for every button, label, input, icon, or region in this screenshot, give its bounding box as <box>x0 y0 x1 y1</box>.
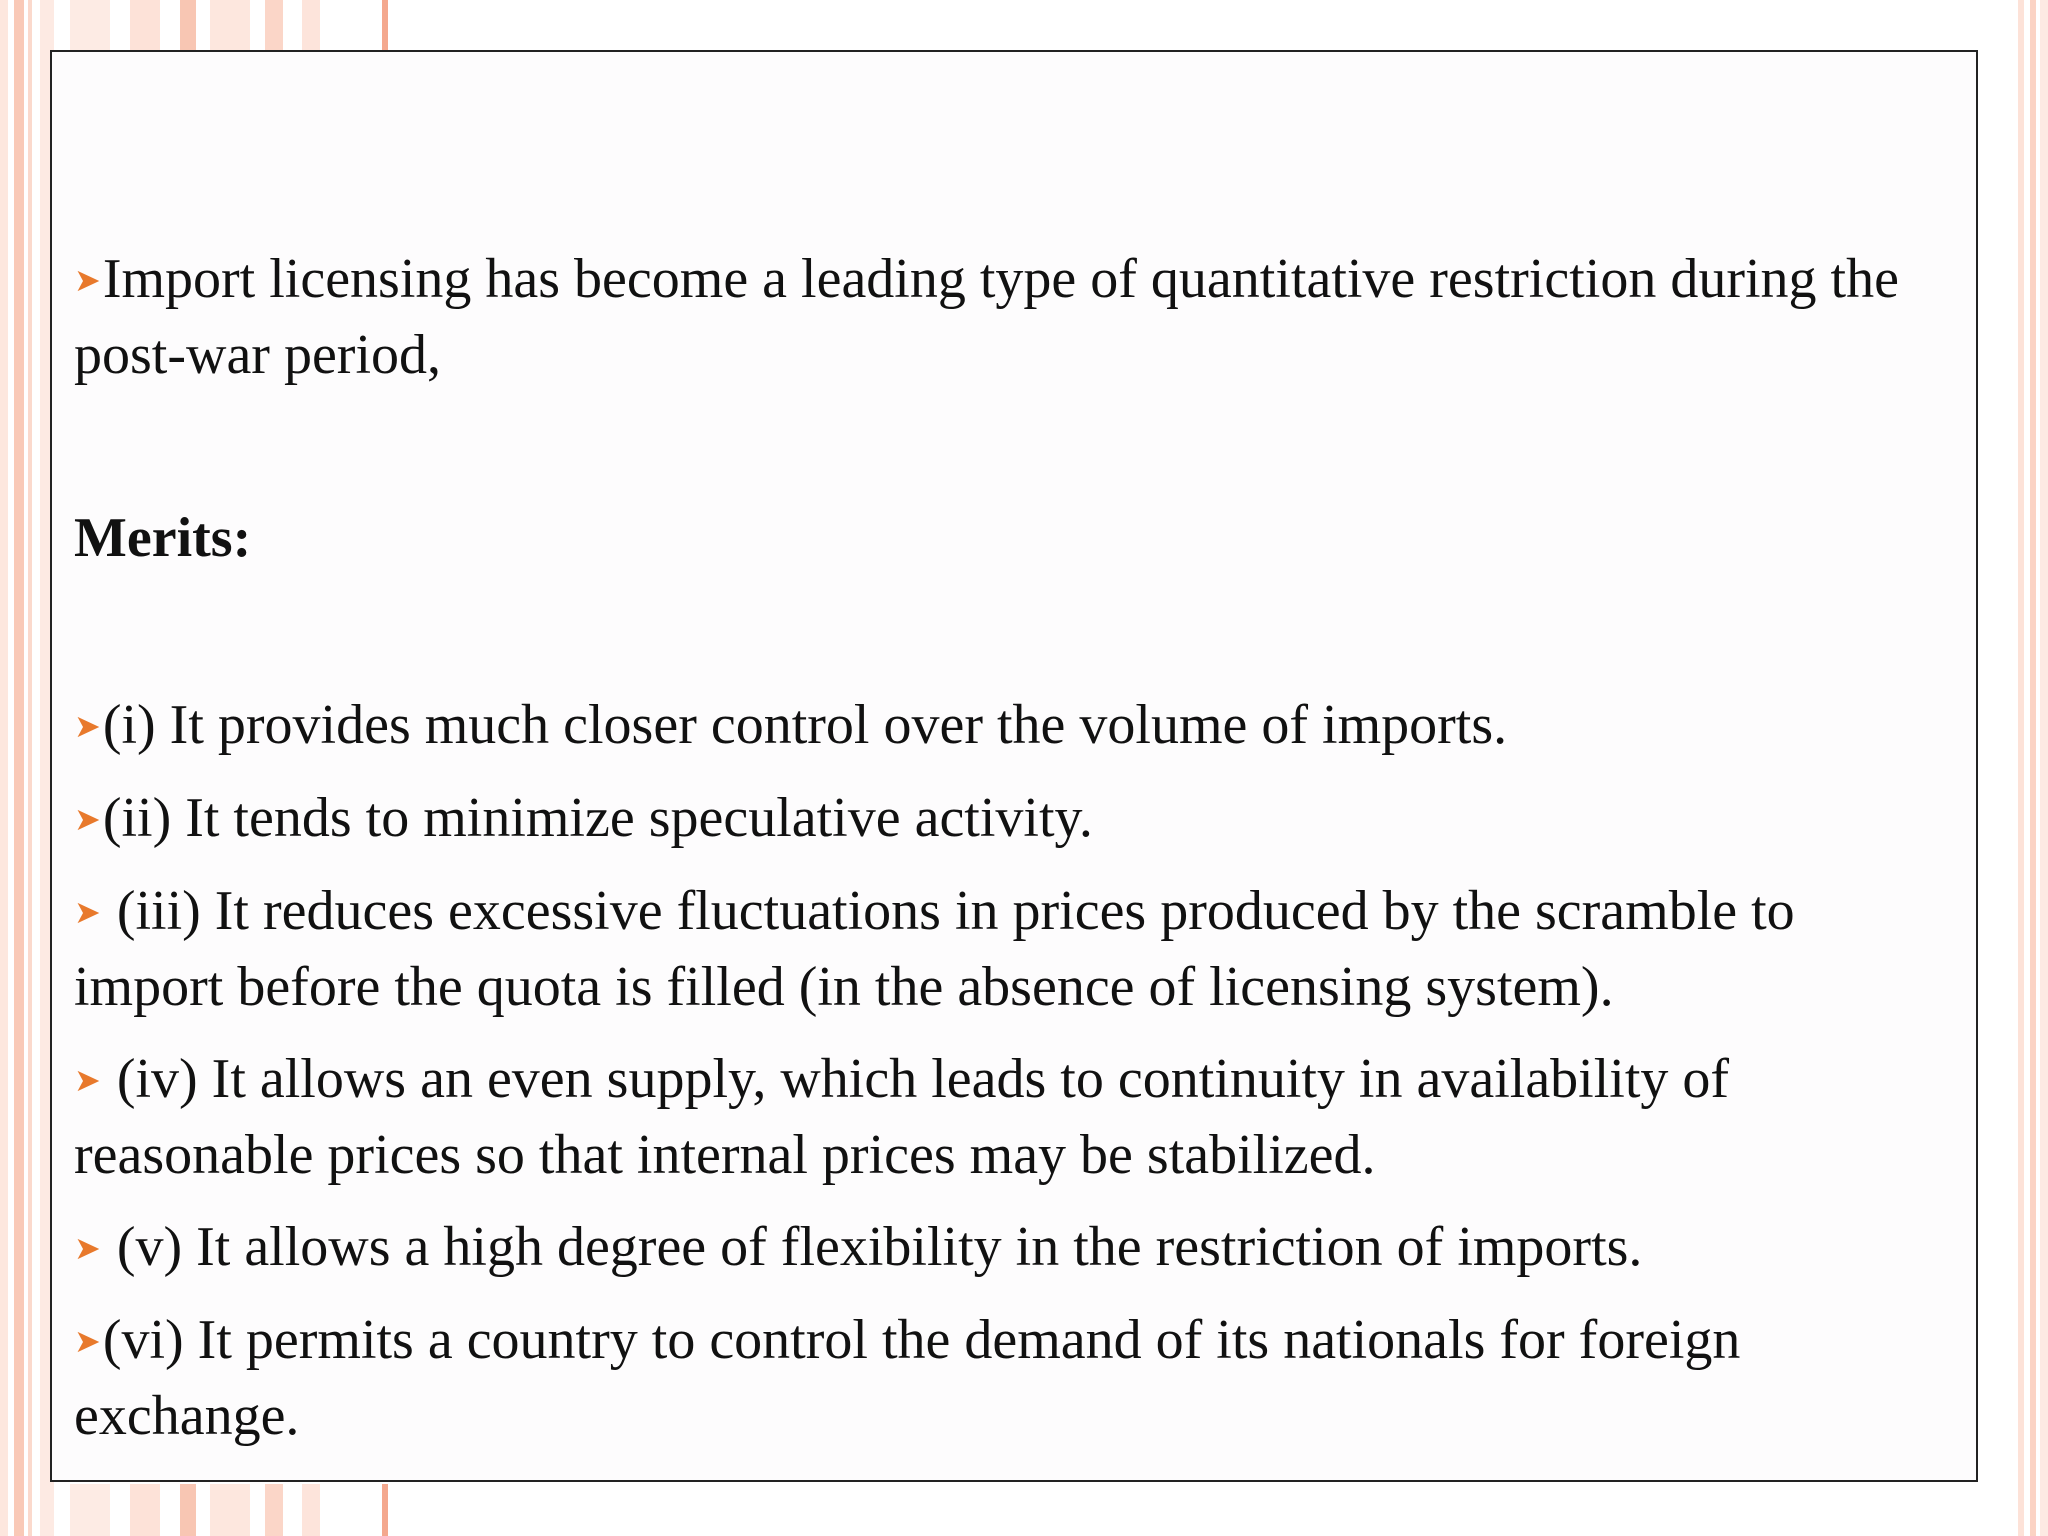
merit-item-5 <box>74 1210 1936 1286</box>
arrowhead-bullet-icon: ➤ <box>74 1062 101 1098</box>
arrowhead-bullet-icon: ➤ <box>74 1230 101 1266</box>
arrowhead-bullet-icon: ➤ <box>74 801 101 837</box>
decorative-right-stripes <box>2018 0 2048 1536</box>
merits-heading: Merits: <box>74 507 252 569</box>
slide-content-box <box>50 50 1978 1482</box>
arrowhead-bullet-icon: ➤ <box>74 1323 101 1359</box>
merit-item-2 <box>74 781 1936 857</box>
arrowhead-bullet-icon: ➤ <box>74 894 101 930</box>
slide-text-area <box>74 242 1936 1454</box>
merit-text: (iii) It reduces excessive fluctuations in prices produced by the scramble to import before the quota is filled (in the absence of licensing system). <box>74 880 1795 1018</box>
merit-item-1 <box>74 688 1936 764</box>
merit-item-3 <box>74 874 1936 1025</box>
merit-text: (vi) It permits a country to control the demand of its nationals for foreign exchange. <box>74 1309 1741 1447</box>
merit-item-4 <box>74 1042 1936 1193</box>
merit-text: (i) It provides much closer control over the volume of imports. <box>102 694 1508 756</box>
merit-item-6 <box>74 1303 1936 1454</box>
arrowhead-bullet-icon: ➤ <box>74 262 101 298</box>
decorative-bottom-stripes <box>60 1484 400 1536</box>
decorative-top-stripes <box>60 0 400 52</box>
intro-text: Import licensing has become a leading type of quantitative restriction during the post-war period, <box>74 248 1899 386</box>
merit-text: (ii) It tends to minimize speculative activity. <box>102 787 1093 849</box>
intro-paragraph <box>74 242 1936 393</box>
arrowhead-bullet-icon: ➤ <box>74 708 101 744</box>
merit-text: (v) It allows a high degree of flexibility in the restriction of imports. <box>102 1216 1643 1278</box>
merit-text: (iv) It allows an even supply, which leads to continuity in availability of reasonable prices so that internal prices may be stabilized. <box>74 1048 1730 1186</box>
